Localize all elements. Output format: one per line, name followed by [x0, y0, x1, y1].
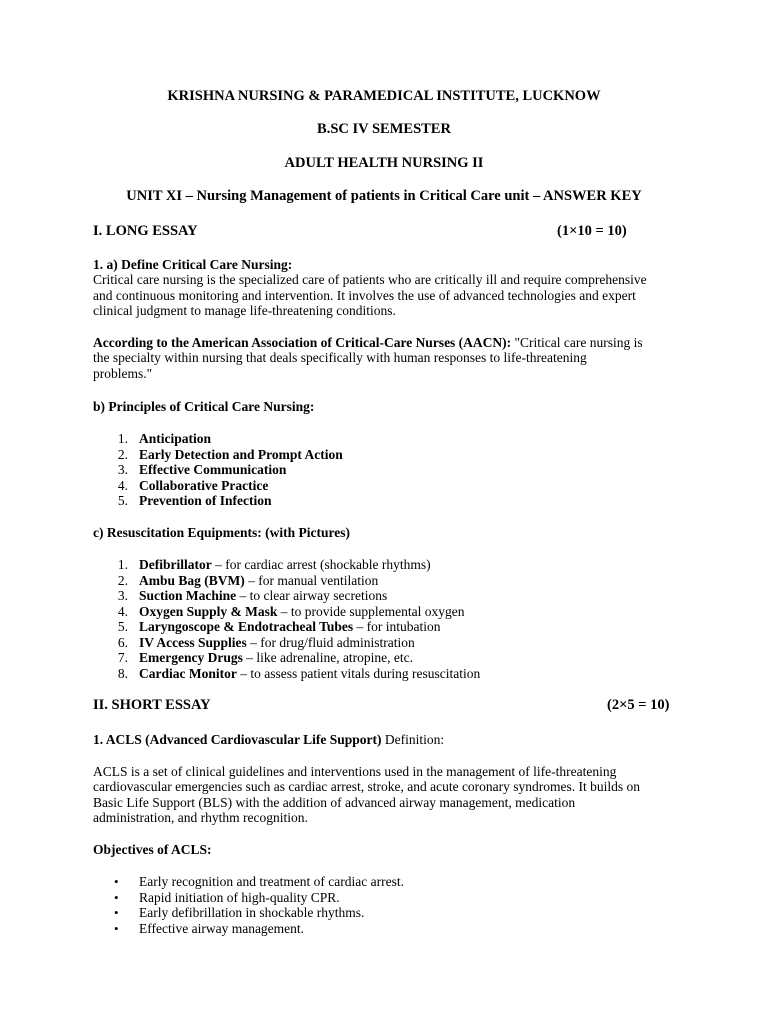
list-number: 5.: [117, 493, 128, 508]
bullet-icon: •: [114, 905, 119, 920]
equipment-title: c) Resuscitation Equipments: (with Pictures): [93, 525, 350, 540]
list-number: 8.: [117, 665, 128, 681]
equipment-item: [139, 635, 415, 651]
objective-item: Early recognition and treatment of cardiac arrest.: [139, 874, 404, 889]
list-number: 1.: [117, 431, 128, 446]
objective-item: Early defibrillation in shockable rhythms.: [139, 905, 365, 920]
objectives-title: Objectives of ACLS:: [93, 842, 212, 857]
aacn-quote-line: the specialty within nursing that deals specifically with human responses to life-threatening: [93, 350, 587, 365]
principle-item: Collaborative Practice: [139, 477, 269, 493]
bullet-icon: •: [114, 889, 119, 905]
equipment-item: [139, 650, 413, 666]
list-number: 4.: [117, 603, 128, 619]
aacn-label: According to the American Association of Critical-Care Nurses (AACN):: [93, 335, 512, 350]
list-number: 2.: [117, 572, 128, 588]
equipment-item: [139, 666, 480, 682]
aacn-quote-start: "Critical care nursing is: [511, 335, 643, 350]
semester-title: B.SC IV SEMESTER: [317, 121, 451, 137]
list-number: 3.: [117, 588, 128, 603]
list-number: 2.: [117, 446, 128, 462]
equipment-name: Emergency Drugs: [139, 650, 243, 665]
equipment-description: – for drug/fluid administration: [246, 634, 415, 650]
equipment-item: [139, 588, 387, 604]
list-number: 3.: [117, 462, 128, 477]
short-essay-marks: (2×5 = 10): [607, 697, 670, 713]
acls-definition-line: Basic Life Support (BLS) with the addition of advanced airway management, medication: [93, 795, 576, 810]
question-1a-title: 1. a) Define Critical Care Nursing:: [93, 257, 293, 272]
equipment-name: Defibrillator: [139, 557, 212, 572]
institute-title: KRISHNA NURSING & PARAMEDICAL INSTITUTE, LUCKNOW: [167, 88, 601, 104]
equipment-item: [139, 573, 378, 589]
aacn-quote-line: problems.": [93, 366, 153, 381]
list-number: 5.: [117, 619, 128, 634]
equipment-item: [139, 557, 431, 573]
equipment-description: – for cardiac arrest (shockable rhythms): [211, 557, 431, 572]
bullet-icon: •: [114, 874, 119, 889]
equipment-name: Cardiac Monitor: [139, 665, 237, 681]
definition-line: and continuous monitoring and intervention. It involves the use of advanced technologies and expert: [93, 288, 636, 303]
acls-question: [93, 732, 444, 748]
definition-line: clinical judgment to manage life-threatening conditions.: [93, 303, 396, 318]
principle-item: Anticipation: [139, 431, 212, 446]
equipment-description: – like adrenaline, atropine, etc.: [242, 650, 414, 665]
acls-question-suffix: Definition:: [381, 732, 445, 747]
list-number: 1.: [117, 557, 128, 572]
equipment-description: – to assess patient vitals during resuscitation: [236, 665, 481, 681]
principle-item: Effective Communication: [139, 462, 287, 477]
equipment-description: – for manual ventilation: [244, 572, 379, 588]
equipment-description: – to clear airway secretions: [236, 588, 388, 603]
acls-question-title: 1. ACLS (Advanced Cardiovascular Life Support): [93, 732, 382, 747]
bullet-icon: •: [114, 920, 119, 936]
subject-title: ADULT HEALTH NURSING II: [284, 155, 484, 171]
aacn-line: [93, 335, 643, 351]
acls-definition-line: ACLS is a set of clinical guidelines and interventions used in the management of life-threatening: [93, 764, 617, 779]
objective-item: Effective airway management.: [139, 920, 305, 936]
list-number: 6.: [117, 634, 128, 650]
equipment-name: Laryngoscope & Endotracheal Tubes: [139, 619, 354, 634]
principle-item: Early Detection and Prompt Action: [139, 446, 343, 462]
objective-item: Rapid initiation of high-quality CPR.: [139, 889, 340, 905]
equipment-name: Oxygen Supply & Mask: [139, 603, 278, 619]
list-number: 7.: [117, 650, 128, 665]
equipment-item: [139, 604, 465, 620]
equipment-name: Suction Machine: [139, 588, 237, 603]
principle-item: Prevention of Infection: [139, 493, 272, 508]
acls-definition-line: administration, and rhythm recognition.: [93, 810, 308, 825]
equipment-description: – to provide supplemental oxygen: [277, 603, 465, 619]
long-essay-marks: (1×10 = 10): [557, 223, 627, 239]
equipment-name: IV Access Supplies: [139, 634, 247, 650]
equipment-description: – for intubation: [353, 619, 441, 634]
short-essay-heading: II. SHORT ESSAY: [93, 697, 211, 713]
equipment-name: Ambu Bag (BVM): [139, 572, 245, 588]
unit-title: UNIT XI – Nursing Management of patients in Critical Care unit – ANSWER KEY: [126, 188, 642, 204]
list-number: 4.: [117, 477, 128, 493]
equipment-item: [139, 619, 441, 635]
acls-definition-line: cardiovascular emergencies such as cardiac arrest, stroke, and acute coronary syndromes. It builds on: [93, 779, 641, 794]
long-essay-heading: I. LONG ESSAY: [93, 223, 198, 239]
definition-line: Critical care nursing is the specialized care of patients who are critically ill and require comprehensive: [93, 272, 647, 287]
principles-title: b) Principles of Critical Care Nursing:: [93, 399, 315, 414]
